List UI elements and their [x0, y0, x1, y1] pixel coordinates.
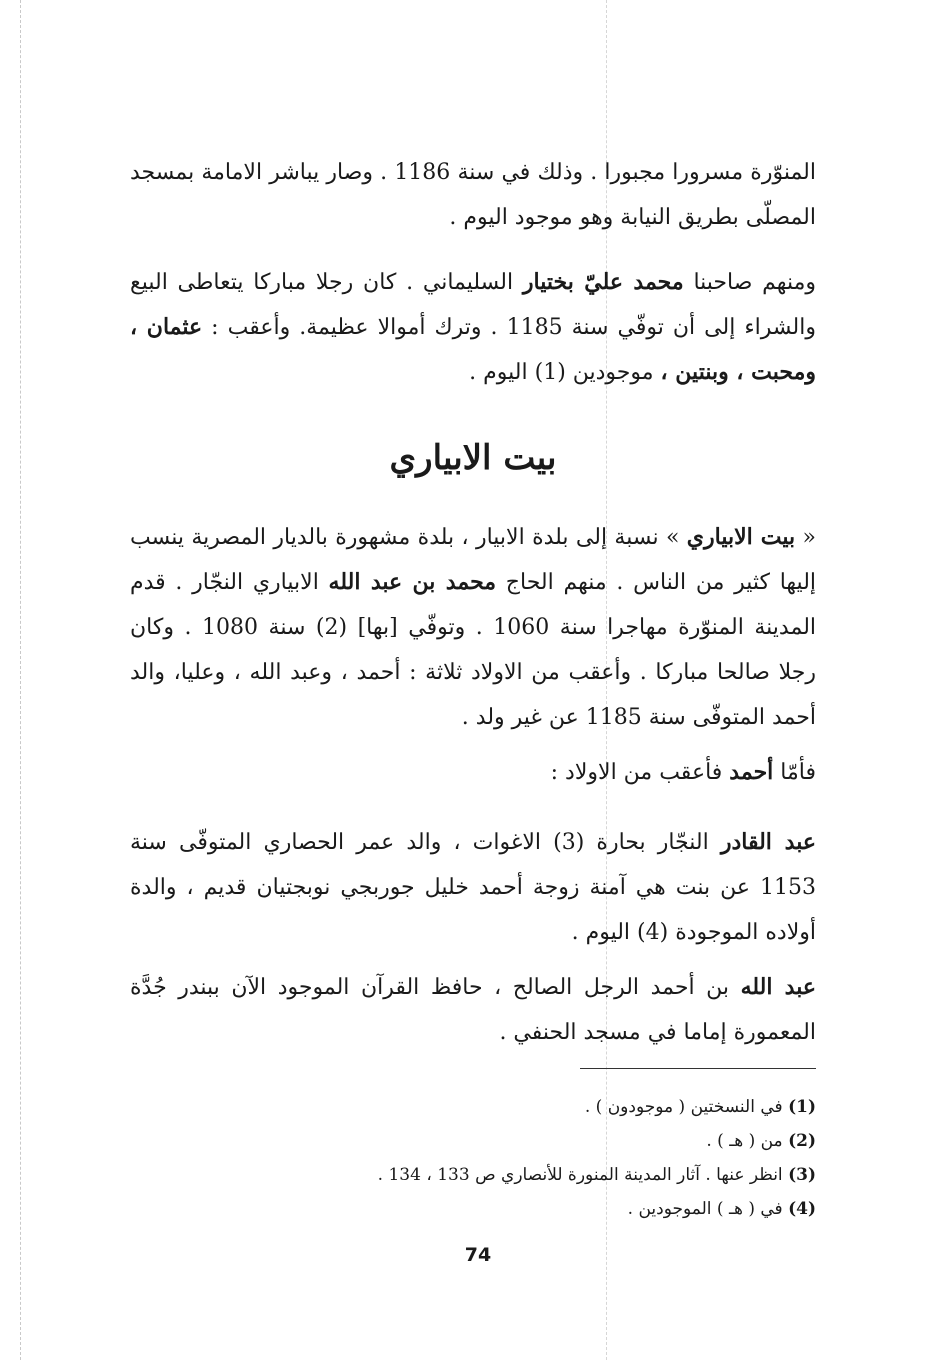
- footnote-4: [230, 1192, 816, 1226]
- footnote-text: انظر عنها . آثار المدينة المنورة للأنصاري ص 133 ، 134 .: [377, 1165, 783, 1185]
- section-paragraph-3-text: [130, 820, 816, 955]
- close-quote: »: [665, 525, 680, 550]
- person-name-abdulqadir: عبد القادر: [720, 829, 816, 855]
- footnote-number: (3): [788, 1165, 816, 1185]
- section-paragraph-1: [130, 515, 816, 740]
- footnote-number: (2): [788, 1131, 816, 1151]
- paragraph-1: [130, 150, 816, 240]
- footnote-number: (4): [788, 1199, 816, 1219]
- section-paragraph-3-rest: النجّار بحارة (3) الاغوات ، والد عمر الحصاري المتوفّى سنة 1153 عن بنت هي آمنة زوجة أحمد خليل جوربجي نوبجتيان قديم ، والدة أولاده الموجودة (4) اليوم .: [130, 830, 816, 945]
- paragraph-2-body: السليماني . كان رجلا مباركا يتعاطى البيع والشراء إلى أن توفّي سنة 1185 . وترك أموالا عظيمة. وأعقب :: [130, 270, 816, 340]
- footnote-3: [230, 1158, 816, 1192]
- section-paragraph-2: [130, 750, 816, 795]
- footnote-text: في ( هـ ) الموجودين .: [627, 1199, 783, 1219]
- footnote-text: في النسختين ( موجودون ) .: [584, 1097, 783, 1117]
- paragraph-2-text: [130, 260, 816, 395]
- paragraph-2-tail: موجودين (1) اليوم .: [469, 360, 654, 385]
- page-number: 74: [464, 1244, 492, 1266]
- section-paragraph-2-lead: فأمّا: [780, 760, 816, 785]
- section-paragraph-2-text: [130, 750, 816, 795]
- paragraph-2: [130, 260, 816, 395]
- family-name: بيت الابياري: [686, 524, 796, 550]
- footnote-number: (1): [788, 1097, 816, 1117]
- section-paragraph-2-rest: فأعقب من الاولاد :: [550, 760, 723, 785]
- paragraph-1-text: المنوّرة مسرورا مجبورا . وذلك في سنة 1186 . وصار يباشر الامامة بمسجد المصلّى بطريق النيابة وهو موجود اليوم .: [130, 160, 816, 230]
- section-paragraph-3: [130, 820, 816, 955]
- section-paragraph-4-rest: بن أحمد الرجل الصالح ، حافظ القرآن الموجود الآن ببندر جُدَّة المعمورة إماما في مسجد الحنفي .: [130, 975, 816, 1045]
- person-name-abdullah: عبد الله: [740, 974, 816, 1000]
- section-paragraph-4-text: [130, 965, 816, 1055]
- footnotes: [230, 1090, 816, 1226]
- section-paragraph-1-text: [130, 515, 816, 740]
- footnote-1: [230, 1090, 816, 1124]
- footnote-divider: [580, 1068, 816, 1069]
- person-name-ahmad: أحمد: [729, 759, 774, 785]
- children-names: عثمان ، ومحبت ، وبنتين ،: [130, 314, 816, 385]
- person-name-muhammad: محمد بن عبد الله: [328, 569, 497, 595]
- footnote-2: [230, 1124, 816, 1158]
- section-paragraph-1-tail: الابياري النجّار . قدم المدينة المنوّرة مهاجرا سنة 1060 . وتوفّي [بها] (2) سنة 1080 . وكان رجلا صالحا مباركا . وأعقب من الاولاد ثلاثة : أحمد ، وعبد الله ، وعليا، والد أحمد المتوفّى سنة 1185 عن غير ولد .: [130, 570, 817, 730]
- paragraph-2-lead: ومنهم صاحبنا: [693, 270, 816, 295]
- scan-artifact-line-left: [20, 0, 21, 1360]
- section-paragraph-4: [130, 965, 816, 1055]
- section-paragraph-1-body: نسبة إلى بلدة الابيار ، بلدة مشهورة بالديار المصرية ينسب إليها كثير من الناس . منهم الحاج: [130, 525, 817, 595]
- open-quote: «: [802, 525, 816, 550]
- footnote-text: من ( هـ ) .: [706, 1131, 783, 1151]
- section-heading: بيت الابياري: [389, 438, 557, 478]
- person-name-bakhtiyar: محمد عليّ بختيار: [522, 269, 684, 295]
